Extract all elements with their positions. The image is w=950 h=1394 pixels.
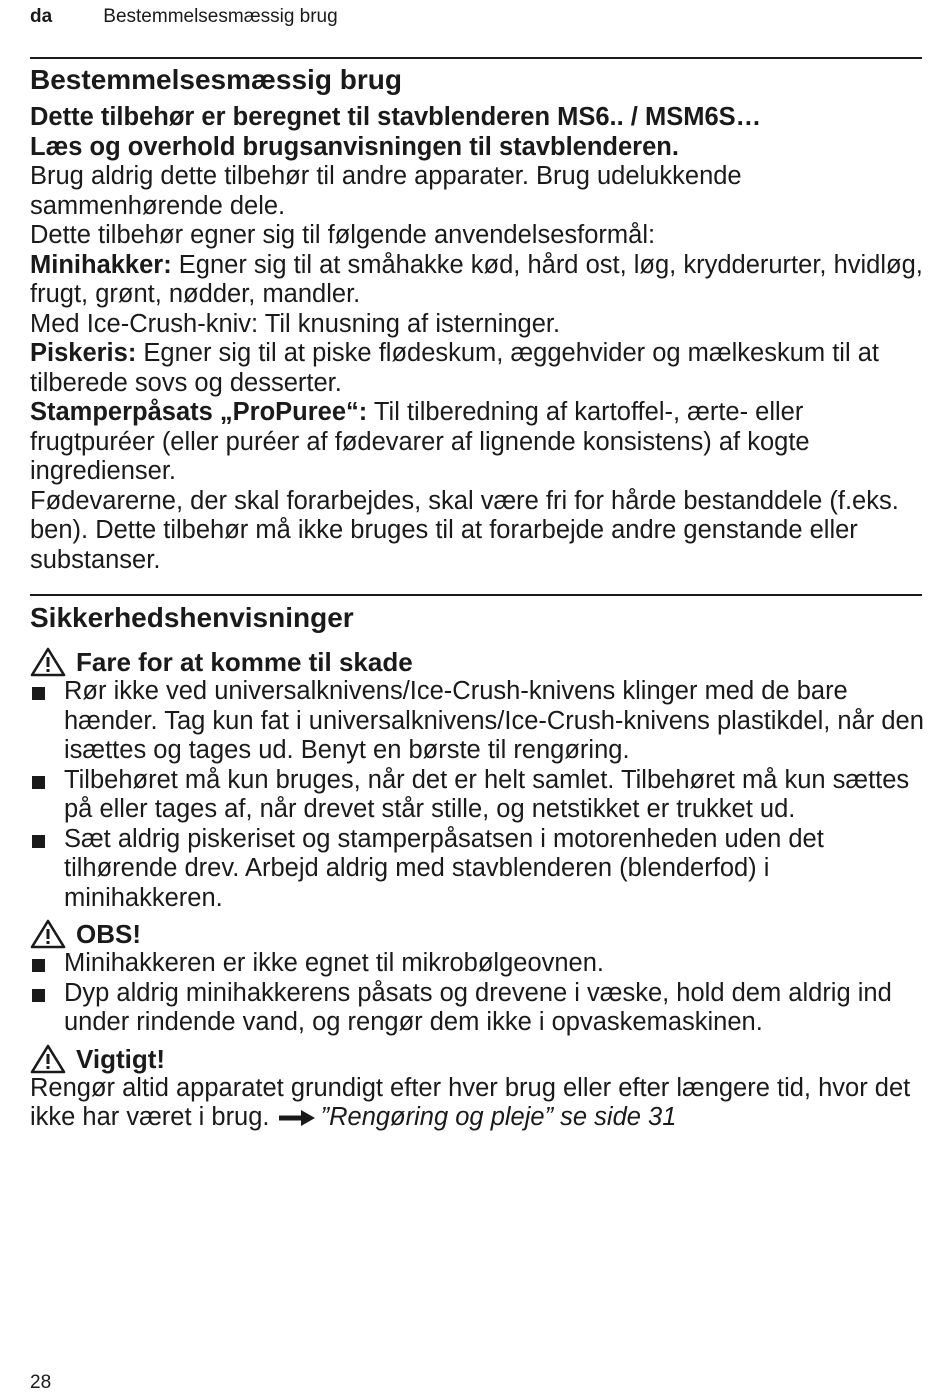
bullet-square-icon: [32, 687, 45, 700]
list-item: Rør ikke ved universalknivens/Ice-Crush-knivens klinger med de bare hænder. Tag kun fat i universalknivens/Ice-Crush-knivens plastikdel, når den isættes og tages ud. Benyt en børste til rengøring.: [30, 677, 925, 766]
page-number: 28: [30, 1372, 52, 1393]
arrow-right-icon: [279, 1110, 315, 1126]
paragraph-food: Fødevarerne, der skal forarbejdes, skal være fri for hårde bestanddele (f.eks. ben). Dette tilbehør må ikke bruges til at forarbejde andre genstande eller substanser.: [30, 486, 899, 574]
section-divider: [30, 594, 922, 596]
section-heading: Bestemmelsesmæssig brug: [30, 64, 402, 95]
bullet-square-icon: [32, 776, 45, 789]
danger-heading: Fare for at komme til skade: [30, 647, 925, 677]
warning-triangle-icon: [30, 1044, 66, 1074]
danger-list: [30, 677, 925, 913]
cross-reference-link[interactable]: ”Rengøring og pleje” se side 31: [320, 1103, 677, 1131]
read-instructions-note: Læs og overhold brugsanvisningen til stavblenderen.: [30, 132, 679, 161]
bullet-square-icon: [32, 835, 45, 848]
language-code: da: [30, 6, 53, 27]
list-item: Sæt aldrig piskeriset og stamperpåsatsen i motorenheden uden det tilhørende drev. Arbejd aldrig med stavblenderen (blenderfod) i minihakkeren.: [30, 825, 925, 914]
page-header: [30, 6, 338, 28]
section-heading: Sikkerhedshenvisninger: [30, 602, 354, 633]
warning-triangle-icon: [30, 647, 66, 677]
bullet-square-icon: [32, 959, 45, 972]
list-item: Tilbehøret må kun bruges, når det er helt samlet. Tilbehøret må kun sættes på eller tages af, når drevet står stille, og netstikket er trukket ud.: [30, 766, 925, 825]
important-note: Rengør altid apparatet grundigt efter hver brug eller efter længere tid, hvor det ikke har været i brug. ”Rengøring og pleje” se side 31: [30, 1073, 911, 1131]
bullet-square-icon: [32, 989, 45, 1002]
section-divider: [30, 57, 922, 59]
paragraph-suitable-for: Dette tilbehør egner sig til følgende anvendelsesformål:: [30, 221, 656, 249]
section-intended-use: [30, 64, 925, 575]
warning-triangle-icon: [30, 919, 66, 949]
paragraph-never-use: Brug aldrig dette tilbehør til andre apparater. Brug udelukkende sammenhørende dele.: [30, 162, 742, 220]
paragraph-masher: Stamperpåsats „ProPuree“: Til tilberedning af kartoffel-, ærte- eller frugtpuréer (eller puréer af fødevarer af lignende konsistens) af kogte ingredienser.: [30, 398, 810, 485]
important-heading: Vigtigt!: [30, 1044, 925, 1074]
list-item: Dyp aldrig minihakkerens påsats og drevene i væske, hold dem aldrig ind under rindende vand, og rengør dem ikke i opvaskemaskinen.: [30, 979, 925, 1038]
caution-list: [30, 949, 925, 1038]
caution-heading: OBS!: [30, 919, 925, 949]
accessory-compatibility: Dette tilbehør er beregnet til stavblenderen MS6.. / MSM6S…: [30, 103, 762, 131]
paragraph-whisk: Piskeris: Egner sig til at piske flødeskum, æggehvider og mælkeskum til at tilberede sovs og desserter.: [30, 339, 879, 397]
paragraph-icecrush: Med Ice-Crush-kniv: Til knusning af isterninger.: [30, 309, 561, 338]
running-title: Bestemmelsesmæssig brug: [103, 6, 338, 27]
section-safety: [30, 602, 925, 1133]
list-item: Minihakkeren er ikke egnet til mikrobølgeovnen.: [30, 949, 925, 979]
paragraph-minichopper: Minihakker: Egner sig til at småhakke kød, hård ost, løg, krydderurter, hvidløg, frugt, grønt, nødder, mandler.: [30, 250, 923, 308]
